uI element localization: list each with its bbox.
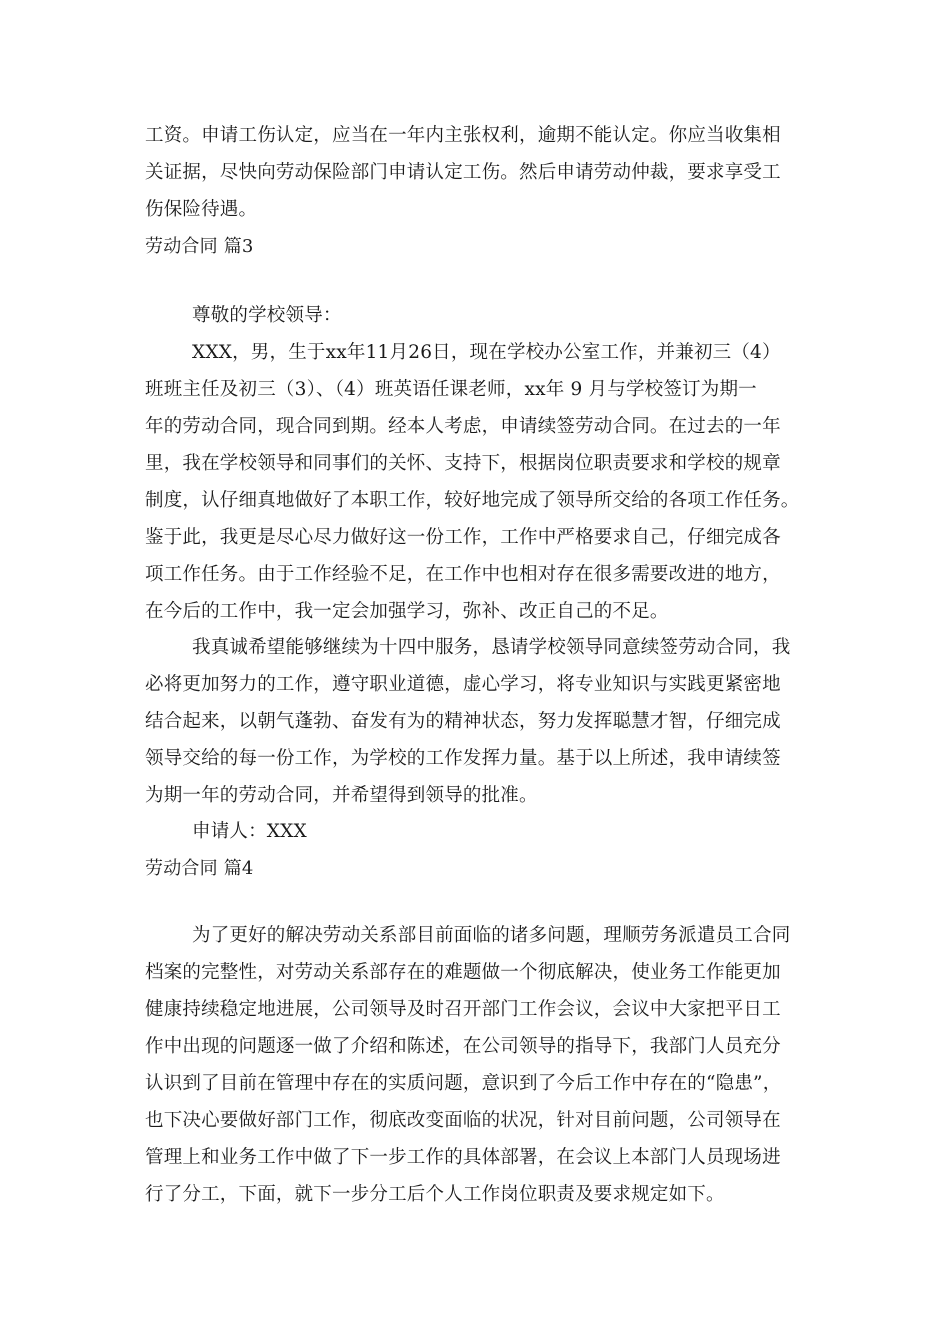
body-text-line: 健康持续稳定地进展，公司领导及时召开部门工作会议，会议中大家把平日工 — [145, 999, 781, 1020]
body-text-line: 管理上和业务工作中做了下一步工作的具体部署，在会议上本部门人员现场进 — [145, 1147, 781, 1168]
body-text-line: 档案的完整性，对劳动关系部存在的难题做一个彻底解决，使业务工作能更加 — [145, 962, 781, 983]
body-text-line: 为了更好的解决劳动关系部目前面临的诸多问题，理顺劳务派遣员工合同 — [192, 925, 791, 946]
body-text-line: 必将更加努力的工作，遵守职业道德，虚心学习，将专业知识与实践更紧密地 — [145, 674, 781, 695]
salutation: 尊敬的学校领导： — [192, 305, 342, 326]
body-text-line: 关证据，尽快向劳动保险部门申请认定工伤。然后申请劳动仲裁，要求享受工 — [145, 162, 781, 183]
body-text-line: 为期一年的劳动合同，并希望得到领导的批准。 — [145, 785, 538, 806]
body-text-line: 领导交给的每一份工作，为学校的工作发挥力量。基于以上所述，我申请续签 — [145, 748, 781, 769]
body-text-line: 年的劳动合同，现合同到期。经本人考虑，申请续签劳动合同。在过去的一年 — [145, 416, 781, 437]
body-text-line: 鉴于此，我更是尽心尽力做好这一份工作，工作中严格要求自己，仔细完成各 — [145, 527, 781, 548]
body-text-line: 认识到了目前在管理中存在的实质问题，意识到了今后工作中存在的“隐患”， — [145, 1073, 782, 1094]
body-text-line: 结合起来，以朝气蓬勃、奋发有为的精神状态，努力发挥聪慧才智，仔细完成 — [145, 711, 781, 732]
body-text-line: 项工作任务。由于工作经验不足，在工作中也相对存在很多需要改进的地方， — [145, 564, 781, 585]
body-text-line: 我真诚希望能够继续为十四中服务，恳请学校领导同意续签劳动合同，我 — [192, 637, 791, 658]
signature-line: 申请人：XXX — [192, 821, 307, 842]
body-text-line: 作中出现的问题逐一做了介绍和陈述，在公司领导的指导下，我部门人员充分 — [145, 1036, 781, 1057]
body-text-line: 班班主任及初三（3）、（4）班英语任课老师，xx年 9 月与学校签订为期一 — [145, 379, 757, 400]
body-text-line: 在今后的工作中，我一定会加强学习，弥补、改正自己的不足。 — [145, 601, 669, 622]
body-text-line: XXX，男，生于xx年11月26日，现在学校办公室工作，并兼初三（4） — [192, 342, 781, 363]
body-text-line: 工资。申请工伤认定，应当在一年内主张权利，逾期不能认定。你应当收集相 — [145, 125, 781, 146]
body-text-line: 里，我在学校领导和同事们的关怀、支持下，根据岗位职责要求和学校的规章 — [145, 453, 781, 474]
section-heading: 劳动合同 篇4 — [145, 858, 254, 879]
body-text-line: 制度，认仔细真地做好了本职工作，较好地完成了领导所交给的各项工作任务。 — [145, 490, 800, 511]
body-text-line: 伤保险待遇。 — [145, 199, 258, 220]
body-text-line: 也下决心要做好部门工作，彻底改变面临的状况，针对目前问题，公司领导在 — [145, 1110, 781, 1131]
section-heading: 劳动合同 篇3 — [145, 236, 254, 257]
body-text-line: 行了分工，下面，就下一步分工后个人工作岗位职责及要求规定如下。 — [145, 1184, 725, 1205]
